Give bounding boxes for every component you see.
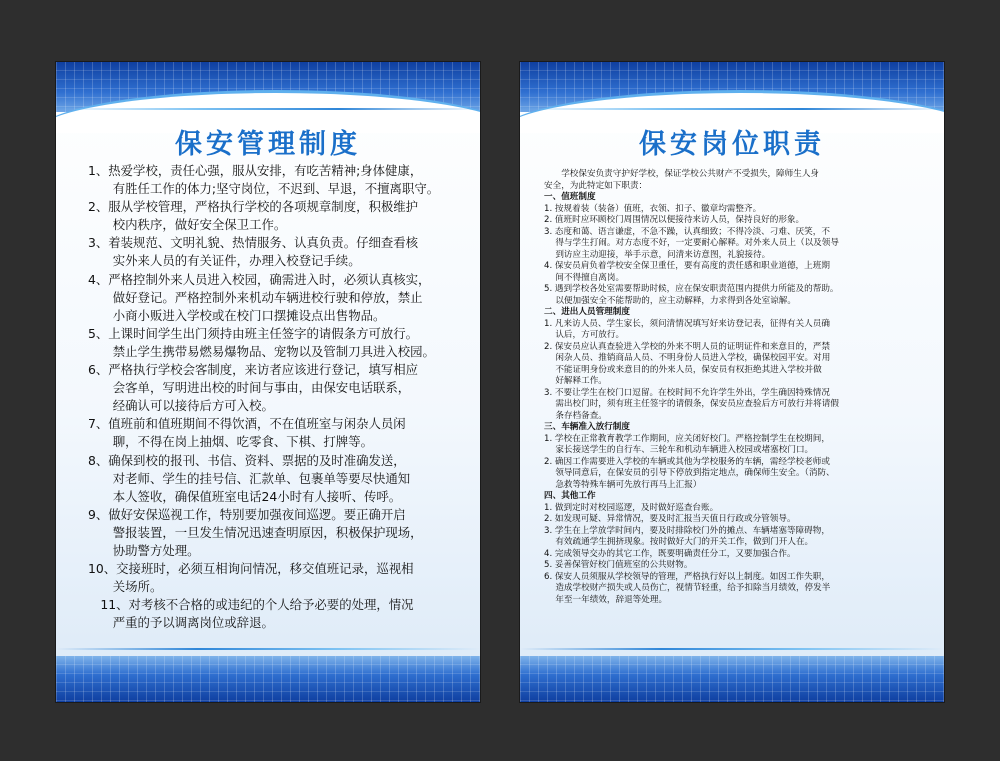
text-line: 安全，为此特定如下职责： [544,180,648,191]
poster-security-regulations [56,62,480,702]
regulation-list [88,162,458,632]
text-line: 领导同意后，在保安员的引导下停放到指定地点，确保师生安全。（消防、 [544,468,835,478]
text-line: 聊，不得在岗上抽烟、吃零食、下棋、打牌等。 [88,434,373,450]
text-line: 5. 遇到学校各处室需要帮助时候，应在保安职责范围内提供力所能及的帮助。 [544,284,839,294]
text-line: 有胜任工作的体力;坚守岗位，不迟到、早退，不擅离职守。 [88,181,440,197]
text-line: 一、值班制度 [544,192,596,202]
text-line: 条存档备查。 [544,410,607,421]
footer-decorative-band [56,656,480,702]
text-line: 警报装置，一旦发生情况迅速查明原因，积极保护现场， [88,524,423,540]
text-line: 1. 凡来访人员、学生家长，须问清情况填写好来访登记表，征得有关人员确 [544,318,830,329]
text-line: 3、着装规范、文明礼貌、热情服务、认真负责。仔细查看核 [88,235,419,251]
text-line: 二、进出人员管理制度 [544,307,630,317]
text-line: 不能证明身份或来意目的的外来人员，保安员有权拒绝其进入学校并做 [544,364,822,375]
text-line: 1. 按规着装（装备）值班，衣领、扣子、徽章均需整齐。 [544,203,762,214]
text-line: 7、值班前和值班期间不得饮酒，不在值班室与闲杂人员闲 [88,416,406,432]
text-line: 到访应主动迎接，举手示意，问清来访意图，礼貌接待。 [544,249,771,260]
text-line: 6. 保安人员须服从学校领导的管理，严格执行好以上制度。如因工作失职， [544,571,830,582]
text-line: 1. 做到定时对校园巡逻，及时做好巡查台账。 [544,502,719,513]
footer-accent-line [56,648,480,650]
text-line: 间不得擅自离岗。 [544,272,625,283]
poster-security-duties [520,62,944,702]
duty-list [544,169,922,606]
text-line: 严重的予以调离岗位或辞退。 [88,615,274,631]
poster-title: 保安管理制度 [175,129,361,160]
text-line: 10、交接班时，必须互相询问情况，移交值班记录，巡视相 [88,561,414,577]
text-line: 三、车辆准入放行制度 [544,422,630,432]
text-line: 造成学校财产损失或人员伤亡，视情节轻重，给予扣除当月绩效，停发半 [544,583,831,593]
text-line: 家长接送学生的自行车、三轮车和机动车辆进入校园或堵塞校门口。 [544,445,814,455]
text-line: 闲杂人员、推销商品人员、不明身份人员进入学校，确保校园平安。对用 [544,353,831,363]
text-line: 2、服从学校管理，严格执行学校的各项规章制度，积极维护 [88,199,419,215]
text-line: 本人签收，确保值班室电话24小时有人接听、传呼。 [88,488,402,504]
text-line: 5、上课时间学生出门须持由班主任签字的请假条方可放行。 [88,325,419,341]
text-line: 3. 不要让学生在校门口逗留。在校时间不允许学生外出，学生确因特殊情况 [544,387,830,398]
header-accent-line [56,108,480,110]
text-line: 有效疏通学生拥挤现象。按时做好大门的开关工作，做到门开人在。 [544,537,814,547]
text-line: 四、其他工作 [544,491,596,501]
poster-title: 保安岗位职责 [639,129,825,160]
text-line: 急救等特殊车辆可先放行再马上汇报） [544,479,702,490]
text-line: 得与学生打闹。对方态度不好，一定要耐心解释。对外来人员上（以及领导 [544,238,839,248]
text-line: 9、做好安保巡视工作，特别要加强夜间巡逻。要正确开启 [88,506,406,522]
text-line: 4. 保安员肩负着学校安全保卫重任，要有高度的责任感和职业道德，上班期 [544,261,830,271]
header-accent-line [520,108,944,110]
text-line: 1. 学校在正常教育教学工作期间，应关闭好校门。严格控制学生在校期间， [544,433,830,444]
text-line: 3. 态度和蔼、语言谦虚，不急不躁，认真细致；不得冷淡、刁难、厌笑，不 [544,226,830,237]
text-line: 以便加强安全不能帮助的，应主动解释，力求得到各处室谅解。 [544,295,796,306]
text-line: 1、热爱学校，责任心强，服从安排，有吃苦精神;身体健康， [88,163,423,178]
footer-decorative-band [520,656,944,702]
text-line: 4、严格控制外来人员进入校园，确需进入时，必须认真核实， [88,271,431,287]
text-line: 6、严格执行学校会客制度，来访者应该进行登记，填写相应 [88,362,419,378]
text-line: 校内秩序，做好安全保卫工作。 [88,217,287,233]
text-line: 2. 保安员应认真查验进入学校的外来不明人员的证明证件和来意目的，严禁 [544,341,830,352]
text-line: 年至一年绩效，辞退等处理。 [544,594,668,605]
text-line: 3. 学生在上学放学时间内，要及时排除校门外的摊点、车辆堵塞等障碍物， [544,525,830,536]
text-line: 2. 如发现可疑、异常情况，要及时汇报当天值日行政或分管领导。 [544,514,796,524]
text-line: 对老师、学生的挂号信、汇款单、包裹单等要尽快通知 [88,470,411,486]
text-line: 学校保安负责守护好学校，保证学校公共财产不受损失，障师生人身 [544,169,820,179]
footer-accent-line [520,648,944,650]
text-line: 11、对考核不合格的或违纪的个人给予必要的处理，情况 [88,597,414,613]
text-line: 4. 完成领导交办的其它工作，既要明确责任分工，又要加强合作。 [544,548,796,559]
text-line: 实外来人员的有关证件，办理入校登记手续。 [88,253,361,269]
text-line: 关场所。 [88,579,163,595]
text-line: 2. 确因工作需要进入学校的车辆或其他为学校服务的车辆，需经学校老师或 [544,456,830,467]
text-line: 小商小贩进入学校或在校门口摆摊设点出售物品。 [88,307,386,323]
text-line: 禁止学生携带易燃易爆物品、宠物以及管制刀具进入校园。 [88,343,435,359]
text-line: 2. 值班时应环顾校门周围情况以便接待来访人员，保持良好的形象。 [544,215,805,225]
text-line: 认后，方可放行。 [544,330,625,340]
text-line: 5. 妥善保管好校门值班室的公共财物。 [544,560,693,570]
text-line: 8、确保到校的报刊、书信、资料、票据的及时准确发送， [88,452,406,468]
text-line: 协助警方处理。 [88,542,200,558]
text-line: 会客单，写明进出校的时间与事由，由保安电话联系， [88,380,411,396]
text-line: 好解释工作。 [544,376,607,386]
text-line: 需出校门时，须有班主任签字的请假条，保安员应查验后方可放行并将请假 [544,399,839,409]
text-line: 做好登记。严格控制外来机动车辆进校行驶和停放，禁止 [88,289,423,305]
text-line: 经确认可以接待后方可入校。 [88,398,274,414]
